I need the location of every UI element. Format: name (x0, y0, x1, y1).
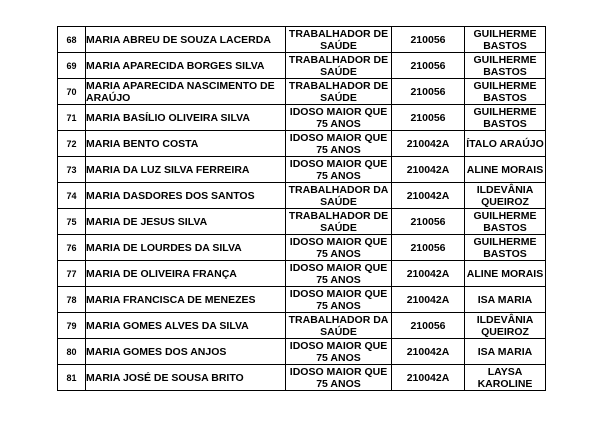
priority-category: TRABALHADOR DA SAÚDE (286, 183, 392, 209)
person-name: MARIA BENTO COSTA (86, 131, 286, 157)
batch-code: 210042A (392, 183, 465, 209)
priority-category: IDOSO MAIOR QUE 75 ANOS (286, 339, 392, 365)
batch-code: 210056 (392, 209, 465, 235)
priority-category: IDOSO MAIOR QUE 75 ANOS (286, 365, 392, 391)
table-row (58, 79, 546, 105)
batch-code: 210056 (392, 53, 465, 79)
batch-code: 210042A (392, 261, 465, 287)
batch-code: 210056 (392, 79, 465, 105)
responsible-name: ISA MARIA (465, 339, 546, 365)
batch-code: 210042A (392, 131, 465, 157)
row-number: 70 (58, 79, 86, 105)
table-row (58, 287, 546, 313)
vaccination-roster-table (57, 26, 546, 391)
priority-category: TRABALHADOR DE SAÚDE (286, 27, 392, 53)
row-number: 75 (58, 209, 86, 235)
responsible-name: LAYSA KAROLINE (465, 365, 546, 391)
person-name: MARIA JOSÉ DE SOUSA BRITO (86, 365, 286, 391)
row-number: 74 (58, 183, 86, 209)
row-number: 80 (58, 339, 86, 365)
priority-category: IDOSO MAIOR QUE 75 ANOS (286, 105, 392, 131)
person-name: MARIA DE OLIVEIRA FRANÇA (86, 261, 286, 287)
table-row (58, 105, 546, 131)
person-name: MARIA DA LUZ SILVA FERREIRA (86, 157, 286, 183)
batch-code: 210056 (392, 313, 465, 339)
priority-category: TRABALHADOR DA SAÚDE (286, 313, 392, 339)
person-name: MARIA GOMES DOS ANJOS (86, 339, 286, 365)
person-name: MARIA FRANCISCA DE MENEZES (86, 287, 286, 313)
priority-category: IDOSO MAIOR QUE 75 ANOS (286, 235, 392, 261)
row-number: 77 (58, 261, 86, 287)
row-number: 73 (58, 157, 86, 183)
priority-category: IDOSO MAIOR QUE 75 ANOS (286, 131, 392, 157)
responsible-name: GUILHERME BASTOS (465, 79, 546, 105)
responsible-name: ILDEVÂNIA QUEIROZ (465, 313, 546, 339)
row-number: 81 (58, 365, 86, 391)
priority-category: TRABALHADOR DE SAÚDE (286, 209, 392, 235)
batch-code: 210042A (392, 339, 465, 365)
table-row (58, 53, 546, 79)
table-row (58, 27, 546, 53)
batch-code: 210042A (392, 287, 465, 313)
responsible-name: ÍTALO ARAÚJO (465, 131, 546, 157)
row-number: 72 (58, 131, 86, 157)
responsible-name: GUILHERME BASTOS (465, 235, 546, 261)
batch-code: 210042A (392, 365, 465, 391)
row-number: 79 (58, 313, 86, 339)
table-row (58, 313, 546, 339)
responsible-name: GUILHERME BASTOS (465, 53, 546, 79)
row-number: 68 (58, 27, 86, 53)
responsible-name: ALINE MORAIS (465, 261, 546, 287)
responsible-name: GUILHERME BASTOS (465, 209, 546, 235)
row-number: 69 (58, 53, 86, 79)
batch-code: 210042A (392, 157, 465, 183)
person-name: MARIA DE JESUS SILVA (86, 209, 286, 235)
responsible-name: GUILHERME BASTOS (465, 27, 546, 53)
table-row (58, 365, 546, 391)
priority-category: TRABALHADOR DE SAÚDE (286, 53, 392, 79)
table-row (58, 183, 546, 209)
responsible-name: ILDEVÂNIA QUEIROZ (465, 183, 546, 209)
person-name: MARIA APARECIDA NASCIMENTO DE ARAÚJO (86, 79, 286, 105)
responsible-name: ALINE MORAIS (465, 157, 546, 183)
person-name: MARIA ABREU DE SOUZA LACERDA (86, 27, 286, 53)
responsible-name: ISA MARIA (465, 287, 546, 313)
person-name: MARIA DASDORES DOS SANTOS (86, 183, 286, 209)
person-name: MARIA APARECIDA BORGES SILVA (86, 53, 286, 79)
table-row (58, 131, 546, 157)
row-number: 78 (58, 287, 86, 313)
priority-category: IDOSO MAIOR QUE 75 ANOS (286, 157, 392, 183)
batch-code: 210056 (392, 235, 465, 261)
row-number: 76 (58, 235, 86, 261)
priority-category: IDOSO MAIOR QUE 75 ANOS (286, 261, 392, 287)
table-row (58, 339, 546, 365)
priority-category: TRABALHADOR DE SAÚDE (286, 79, 392, 105)
priority-category: IDOSO MAIOR QUE 75 ANOS (286, 287, 392, 313)
batch-code: 210056 (392, 105, 465, 131)
person-name: MARIA BASÍLIO OLIVEIRA SILVA (86, 105, 286, 131)
table-row (58, 261, 546, 287)
person-name: MARIA GOMES ALVES DA SILVA (86, 313, 286, 339)
row-number: 71 (58, 105, 86, 131)
batch-code: 210056 (392, 27, 465, 53)
table-row (58, 209, 546, 235)
person-name: MARIA DE LOURDES DA SILVA (86, 235, 286, 261)
table-row (58, 235, 546, 261)
responsible-name: GUILHERME BASTOS (465, 105, 546, 131)
table-row (58, 157, 546, 183)
